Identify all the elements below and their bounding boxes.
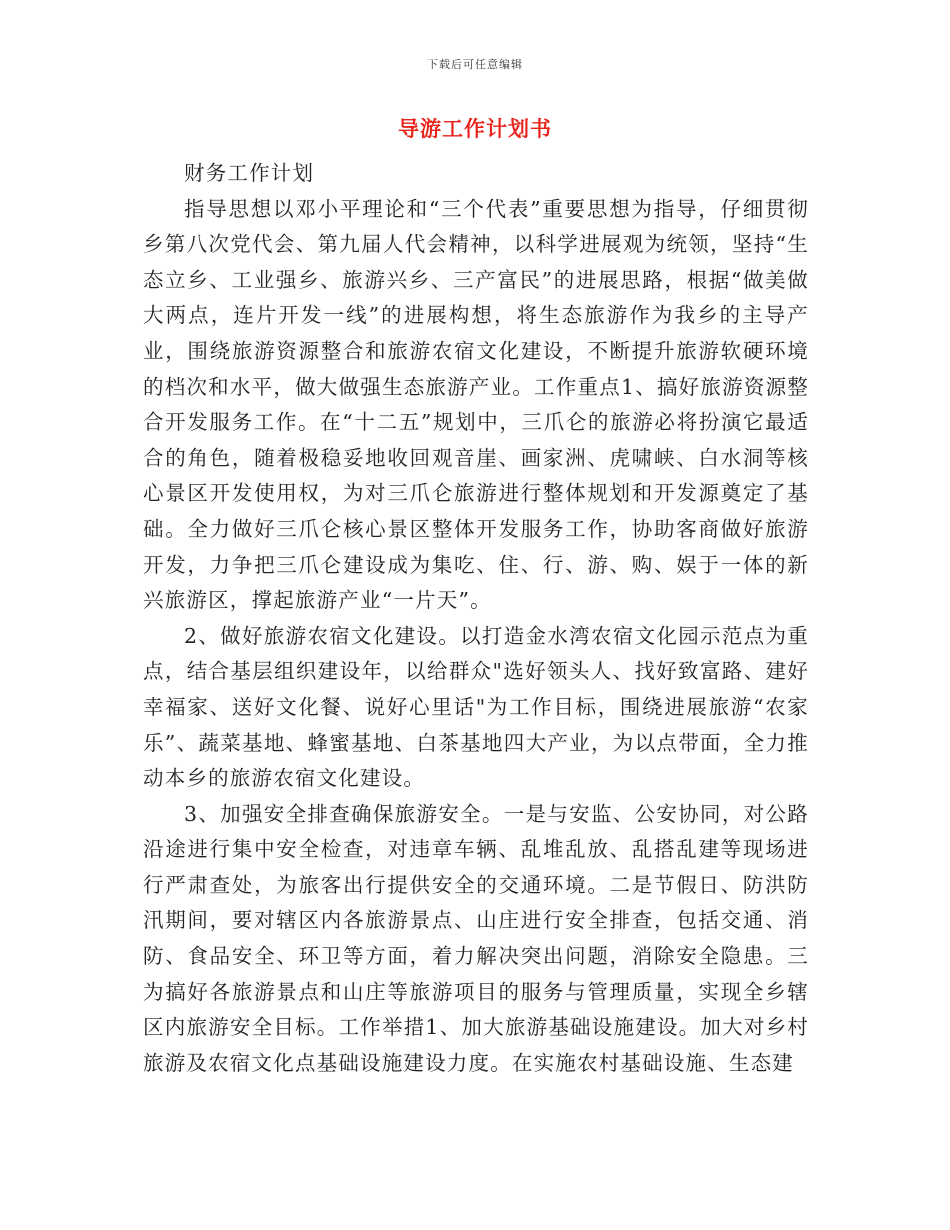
section-heading: 财务工作计划 [184, 161, 315, 185]
page-header-note: 下载后可任意编辑 [427, 58, 523, 71]
paragraph: 3、加强安全排查确保旅游安全。一是与安监、公安协同，对公路沿途进行集中安全检查，对违章车辆、乱堆乱放、乱搭乱建等现场进行严肃查处，为旅客出行提供安全的交通环境。二是节假日、防洪防汛期间，要对辖区内各旅游景点、山庄进行安全排查，包括交通、消防、食品安全、环卫等方面，着力解决突出问题，消除安全隐患。三为搞好各旅游景点和山庄等旅游项目的服务与管理质量，实现全乡辖区内旅游安全目标。工作举措1、加大旅游基础设施建设。加大对乡村旅游及农宿文化点基础设施建设力度。在实施农村基础设施、生态建 [143, 801, 809, 1075]
document-title: 导游工作计划书 [398, 116, 552, 141]
document-body [143, 156, 809, 1081]
paragraph: 指导思想以邓小平理论和“三个代表”重要思想为指导，仔细贯彻乡第八次党代会、第九届人代会精神，以科学进展观为统领，坚持“生态立乡、工业强乡、旅游兴乡、三产富民”的进展思路，根据“做美做大两点，连片开发一线”的进展构想，将生态旅游作为我乡的主导产业，围绕旅游资源整合和旅游农宿文化建设，不断提升旅游软硬环境的档次和水平，做大做强生态旅游产业。工作重点1、搞好旅游资源整合开发服务工作。在“十二五”规划中，三爪仑的旅游必将扮演它最适合的角色，随着极稳妥地收回观音崖、画家洲、虎啸峡、白水洞等核心景区开发使用权，为对三爪仑旅游进行整体规划和开发源奠定了基础。全力做好三爪仑核心景区整体开发服务工作，协助客商做好旅游开发，力争把三爪仑建设成为集吃、住、行、游、购、娱于一体的新兴旅游区，撑起旅游产业“一片天”。 [143, 196, 809, 613]
paragraph: 2、做好旅游农宿文化建设。以打造金水湾农宿文化园示范点为重点，结合基层组织建设年，以给群众"选好领头人、找好致富路、建好幸福家、送好文化餐、说好心里话"为工作目标，围绕进展旅游“农家乐”、蔬菜基地、蜂蜜基地、白茶基地四大产业，为以点带面，全力推动本乡的旅游农宿文化建设。 [143, 623, 809, 791]
